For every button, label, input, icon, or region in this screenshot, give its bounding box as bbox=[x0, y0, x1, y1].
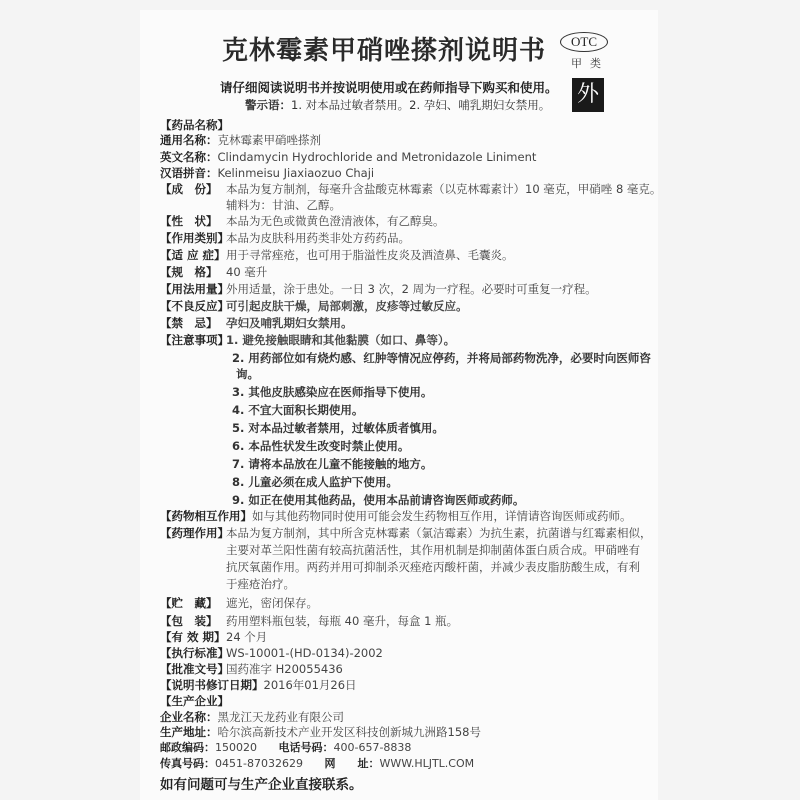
english-name-value: Clindamycin Hydrochloride and Metronidazole Liniment bbox=[217, 150, 537, 164]
approval-row bbox=[160, 662, 343, 677]
validity-value: 24 个月 bbox=[226, 630, 268, 644]
dosage-row bbox=[160, 282, 597, 297]
precautions-label: 【注意事项】 bbox=[160, 333, 229, 347]
external-use-badge: 外 bbox=[572, 78, 604, 112]
precaution-item: 1. 避免接触眼睛和其他黏膜（如口、鼻等）。 bbox=[226, 333, 456, 347]
approval-label: 【批准文号】 bbox=[160, 662, 229, 676]
contra-value: 孕妇及哺乳期妇女禁用。 bbox=[226, 316, 353, 330]
fax-label: 传真号码： bbox=[160, 757, 215, 770]
postal-value: 150020 bbox=[215, 741, 257, 754]
warning-line bbox=[245, 97, 550, 113]
section-drug-name: 【药品名称】 bbox=[160, 118, 229, 132]
address-value: 哈尔滨高新技术产业开发区科技创新城九洲路158号 bbox=[217, 725, 481, 739]
english-name-row bbox=[160, 150, 536, 165]
generic-name-row bbox=[160, 133, 321, 148]
phone-label: 电话号码： bbox=[278, 741, 334, 754]
indication-label: 【适 应 症】 bbox=[160, 248, 226, 262]
usage-instruction: 请仔细阅读说明书并按说明使用或在药师指导下购买和使用。 bbox=[220, 80, 558, 95]
precautions-row bbox=[160, 333, 455, 348]
standard-value: WS-10001-(HD-0134)-2002 bbox=[226, 646, 383, 660]
address-row bbox=[160, 725, 481, 740]
interaction-value: 如与其他药物同时使用可能会发生药物相互作用，详情请咨询医师或药师。 bbox=[252, 509, 632, 523]
pharmacology-row bbox=[160, 526, 652, 541]
dosage-label: 【用法用量】 bbox=[160, 282, 229, 296]
section-manufacturer: 【生产企业】 bbox=[160, 694, 229, 708]
validity-row bbox=[160, 630, 267, 645]
pinyin-name-row bbox=[160, 166, 374, 181]
warning-text: 1. 对本品过敏者禁用。2. 孕妇、哺乳期妇女禁用。 bbox=[291, 98, 551, 112]
dosage-value: 外用适量，涂于患处。一日 3 次，2 周为一疗程。必要时可重复一疗程。 bbox=[226, 282, 597, 296]
category-row bbox=[160, 231, 410, 246]
precaution-item: 8. 儿童必须在成人监护下使用。 bbox=[232, 475, 398, 489]
pharmacology-label: 【药理作用】 bbox=[160, 526, 229, 540]
precaution-item: 9. 如正在使用其他药品，使用本品前请咨询医师或药师。 bbox=[232, 493, 525, 507]
fax-web-row bbox=[160, 756, 474, 771]
indication-row bbox=[160, 248, 514, 263]
generic-name-label: 通用名称： bbox=[160, 133, 218, 147]
pharmacology-line: 本品为复方制剂，其中所含克林霉素（氯洁霉素）为抗生素，抗菌谱与红霉素相似， bbox=[226, 526, 652, 540]
category-row-label: 【作用类别】 bbox=[160, 231, 229, 245]
manufacturer-name-row bbox=[160, 710, 344, 725]
composition-excipients: 辅料为：甘油、乙醇。 bbox=[226, 198, 341, 212]
approval-value: 国药准字 H20055436 bbox=[226, 662, 343, 676]
warning-label: 警示语： bbox=[245, 98, 291, 112]
fax-value: 0451-87032629 bbox=[215, 757, 303, 770]
footer-contact-note: 如有问题可与生产企业直接联系。 bbox=[160, 777, 363, 793]
website-value: WWW.HLJTL.COM bbox=[379, 757, 475, 770]
manufacturer-name-label: 企业名称： bbox=[160, 710, 218, 724]
adverse-value: 可引起皮肤干燥，局部刺激，皮疹等过敏反应。 bbox=[226, 299, 468, 313]
spec-value: 40 毫升 bbox=[226, 265, 268, 279]
composition-label: 【成 份】 bbox=[160, 182, 218, 196]
precaution-item: 6. 本品性状发生改变时禁止使用。 bbox=[232, 439, 410, 453]
properties-label: 【性 状】 bbox=[160, 214, 218, 228]
precaution-item: 4. 不宜大面积长期使用。 bbox=[232, 403, 364, 417]
precaution-item: 7. 请将本品放在儿童不能接触的地方。 bbox=[232, 457, 433, 471]
english-name-label: 英文名称： bbox=[160, 150, 218, 164]
spec-label: 【规 格】 bbox=[160, 265, 218, 279]
spec-row bbox=[160, 265, 267, 280]
standard-label: 【执行标准】 bbox=[160, 646, 229, 660]
phone-value: 400-657-8838 bbox=[333, 741, 412, 754]
pharmacology-line: 于痤疮治疗。 bbox=[226, 577, 295, 591]
package-row bbox=[160, 614, 458, 629]
composition-row bbox=[160, 182, 661, 197]
document-title: 克林霉素甲硝唑搽剂说明书 bbox=[222, 36, 547, 66]
indication-value: 用于寻常痤疮，也可用于脂溢性皮炎及酒渣鼻、毛囊炎。 bbox=[226, 248, 514, 262]
composition-value: 本品为复方制剂，每毫升含盐酸克林霉素（以克林霉素计）10 毫克，甲硝唑 8 毫克。 bbox=[226, 182, 662, 196]
revision-row bbox=[160, 678, 357, 693]
pharmacology-line: 主要对革兰阳性菌有较高抗菌活性，其作用机制是抑制菌体蛋白质合成。甲硝唑有 bbox=[226, 543, 640, 557]
adverse-row bbox=[160, 299, 468, 314]
adverse-label: 【不良反应】 bbox=[160, 299, 229, 313]
storage-label: 【贮 藏】 bbox=[160, 596, 218, 610]
precaution-item: 3. 其他皮肤感染应在医师指导下使用。 bbox=[232, 385, 433, 399]
generic-name-value: 克林霉素甲硝唑搽剂 bbox=[217, 133, 321, 147]
package-value: 药用塑料瓶包装，每瓶 40 毫升，每盒 1 瓶。 bbox=[226, 614, 459, 628]
interaction-row bbox=[160, 509, 632, 524]
otc-badge: OTC bbox=[560, 32, 608, 52]
properties-value: 本品为无色或微黄色澄清液体，有乙醇臭。 bbox=[226, 214, 445, 228]
website-label: 网 址： bbox=[324, 757, 380, 770]
standard-row bbox=[160, 646, 383, 661]
pharmacology-line: 抗厌氧菌作用。两药并用可抑制杀灭痤疮丙酸杆菌，并减少表皮脂肪酸生成，有利 bbox=[226, 560, 640, 574]
storage-row bbox=[160, 596, 318, 611]
storage-value: 遮光，密闭保存。 bbox=[226, 596, 318, 610]
address-label: 生产地址： bbox=[160, 725, 218, 739]
contra-row bbox=[160, 316, 353, 331]
properties-row bbox=[160, 214, 445, 229]
pinyin-name-value: Kelinmeisu Jiaxiaozuo Chaji bbox=[217, 166, 375, 180]
pinyin-name-label: 汉语拼音： bbox=[160, 166, 218, 180]
revision-label: 【说明书修订日期】 bbox=[160, 678, 264, 692]
package-label: 【包 装】 bbox=[160, 614, 218, 628]
revision-value: 2016年01月26日 bbox=[263, 678, 357, 692]
category-row-value: 本品为皮肤科用药类非处方药药品。 bbox=[226, 231, 410, 245]
postal-label: 邮政编码： bbox=[160, 741, 215, 754]
category-label: 甲类 bbox=[571, 57, 609, 70]
postal-row bbox=[160, 740, 411, 755]
contra-label: 【禁 忌】 bbox=[160, 316, 218, 330]
precaution-item: 5. 对本品过敏者禁用，过敏体质者慎用。 bbox=[232, 421, 444, 435]
precaution-item: 询。 bbox=[236, 367, 259, 381]
validity-label: 【有 效 期】 bbox=[160, 630, 226, 644]
interaction-label: 【药物相互作用】 bbox=[160, 509, 252, 523]
manufacturer-name-value: 黑龙江天龙药业有限公司 bbox=[217, 710, 344, 724]
precaution-item: 2. 用药部位如有烧灼感、红肿等情况应停药，并将局部药物洗净，必要时向医师咨 bbox=[232, 351, 651, 365]
